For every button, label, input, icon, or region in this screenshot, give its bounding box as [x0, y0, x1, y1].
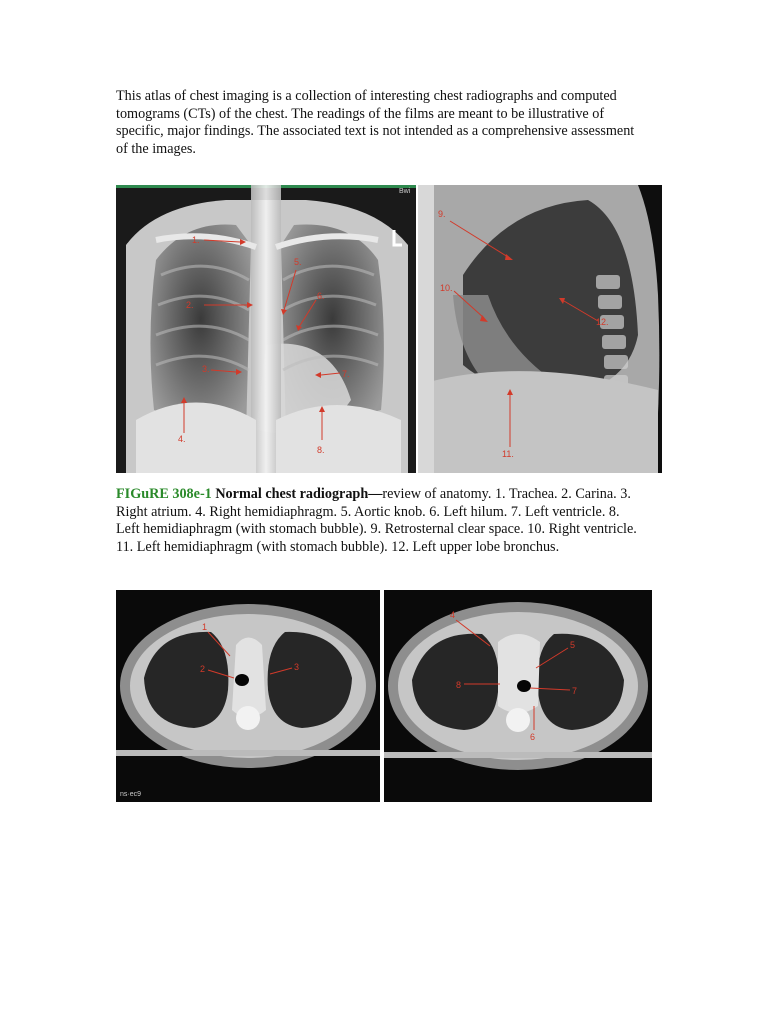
- lateral-label-12: 12.: [596, 317, 609, 327]
- frontal-label-4: 4.: [178, 434, 186, 444]
- ct-right-label-5: 5: [570, 640, 576, 650]
- figure-caption: [116, 486, 641, 556]
- frontal-label-2: 2.: [186, 300, 194, 310]
- intro-paragraph: This atlas of chest imaging is a collection of interesting chest radiographs and computed tomograms (CTs) of the chest. The readings of the films are meant to be illustrative of specific, major findings. The associated text is not intended as a comprehensive assessment of the images.: [116, 88, 635, 157]
- lateral-label-11: 11.: [502, 449, 514, 459]
- figure-label: FIGuRE 308e-1: [116, 486, 212, 502]
- frontal-corner-mark: Bwi: [399, 188, 411, 195]
- ct-scan-left: [116, 590, 380, 802]
- figure-title: Normal chest radiograph—: [215, 486, 383, 502]
- ct-right-label-6: 6: [530, 732, 536, 742]
- ct-left-label-1: 1: [202, 622, 208, 632]
- frontal-label-6: 6.: [317, 291, 325, 301]
- ct-left-label-2: 2: [200, 664, 206, 674]
- ct-left-corner-mark: ns·ec9: [120, 791, 142, 798]
- ct-right-label-8: 8: [456, 680, 462, 690]
- ct-right-label-7: 7: [572, 686, 578, 696]
- frontal-chest-radiograph: [116, 185, 416, 473]
- frontal-label-5: 5.: [294, 257, 302, 267]
- ct-scan-right: [384, 590, 652, 802]
- frontal-label-7: 7.: [342, 369, 350, 379]
- figure-body: review of anatomy. 1. Trachea. 2. Carina. 3. Right atrium. 4. Right hemidiaphragm. 5. Aortic knob. 6. Left hilum. 7. Left ventricle. 8. Left hemidiaphragm (with stomach bubble). 9. Retrosternal clear space. 10. Right ventricle. 11. Left hemidiaphragm (with stomach bubble). 12. Left upper lobe bronchus.: [116, 486, 637, 555]
- ct-right-label-4: 4: [450, 610, 456, 620]
- lateral-chest-radiograph: [418, 185, 662, 473]
- lateral-label-9: 9.: [438, 209, 446, 219]
- ct-left-label-3: 3: [294, 662, 300, 672]
- frontal-label-1: 1.: [192, 235, 200, 245]
- lateral-label-10: 10.: [440, 283, 453, 293]
- frontal-label-3: 3.: [202, 364, 210, 374]
- frontal-label-8: 8.: [317, 445, 325, 455]
